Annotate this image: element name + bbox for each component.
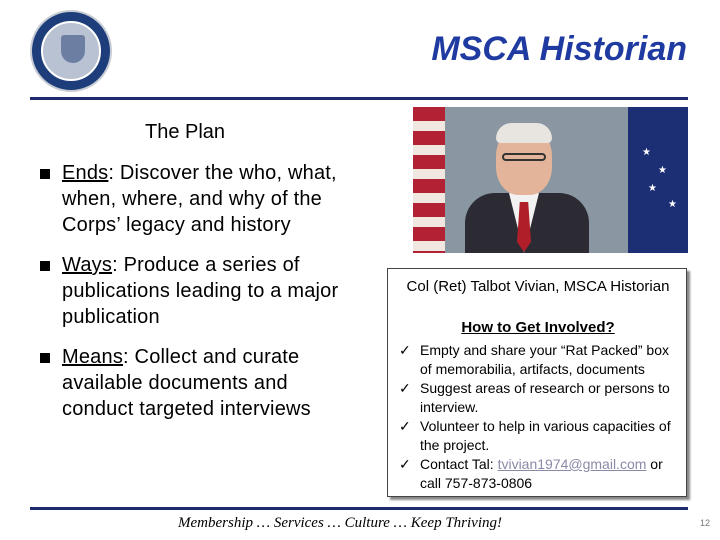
contact-email-link[interactable]: tvivian1974@gmail.com <box>497 456 647 472</box>
bullet-term: Ways <box>62 254 113 276</box>
square-bullet-icon <box>40 353 50 363</box>
bullet-text: : Produce a series of publications leading to a major publication <box>62 254 339 328</box>
involvement-list <box>399 341 684 493</box>
square-bullet-icon <box>40 261 50 271</box>
involvement-item-text: Empty and share your “Rat Packed” box of memorabilia, artifacts, documents <box>420 342 670 377</box>
involvement-item-text: Suggest areas of research or persons to interview. <box>420 380 670 415</box>
bullet-ways <box>40 252 350 330</box>
contact-suffix: or call 757-873-0806 <box>420 456 663 491</box>
page-number: 12 <box>699 518 710 528</box>
plan-heading: The Plan <box>145 121 226 143</box>
historian-portrait-photo <box>413 107 688 253</box>
contact-prefix: Contact Tal: <box>420 456 498 472</box>
blue-starred-flag: ★ ★ ★ ★ <box>628 107 688 253</box>
bullet-means <box>40 344 350 422</box>
checkmark-icon: ✓ <box>399 342 411 358</box>
footer-divider <box>30 507 688 510</box>
eyeglasses <box>502 153 546 161</box>
involvement-item-text: Volunteer to help in various capacities of the project. <box>420 418 671 453</box>
photo-caption: Col (Ret) Talbot Vivian, MSCA Historian <box>406 278 670 295</box>
header-divider <box>30 97 688 100</box>
involvement-item-contact <box>399 455 684 493</box>
checkmark-icon: ✓ <box>399 418 411 434</box>
page-title: MSCA Historian <box>431 30 687 68</box>
seal-shield-icon <box>61 35 85 63</box>
seal-inner-ring <box>41 21 101 81</box>
square-bullet-icon <box>40 169 50 179</box>
checkmark-icon: ✓ <box>399 380 411 396</box>
involvement-box <box>387 268 687 497</box>
bullet-text: : Collect and curate available documents and conduct targeted interviews <box>62 346 311 420</box>
plan-bullet-list <box>40 160 350 436</box>
bullet-ends <box>40 160 350 238</box>
person-hair <box>496 123 552 143</box>
involvement-heading: How to Get Involved? <box>461 319 615 336</box>
us-flag <box>413 107 445 253</box>
msca-seal-logo <box>30 10 112 92</box>
footer-tagline: Membership … Services … Culture … Keep Thriving! <box>178 515 502 531</box>
checkmark-icon: ✓ <box>399 456 411 472</box>
involvement-item <box>399 379 684 417</box>
involvement-item <box>399 341 684 379</box>
involvement-item <box>399 417 684 455</box>
bullet-term: Ends <box>62 162 109 184</box>
bullet-text: : Discover the who, what, when, where, and why of the Corps’ legacy and history <box>62 162 337 236</box>
bullet-term: Means <box>62 346 124 368</box>
